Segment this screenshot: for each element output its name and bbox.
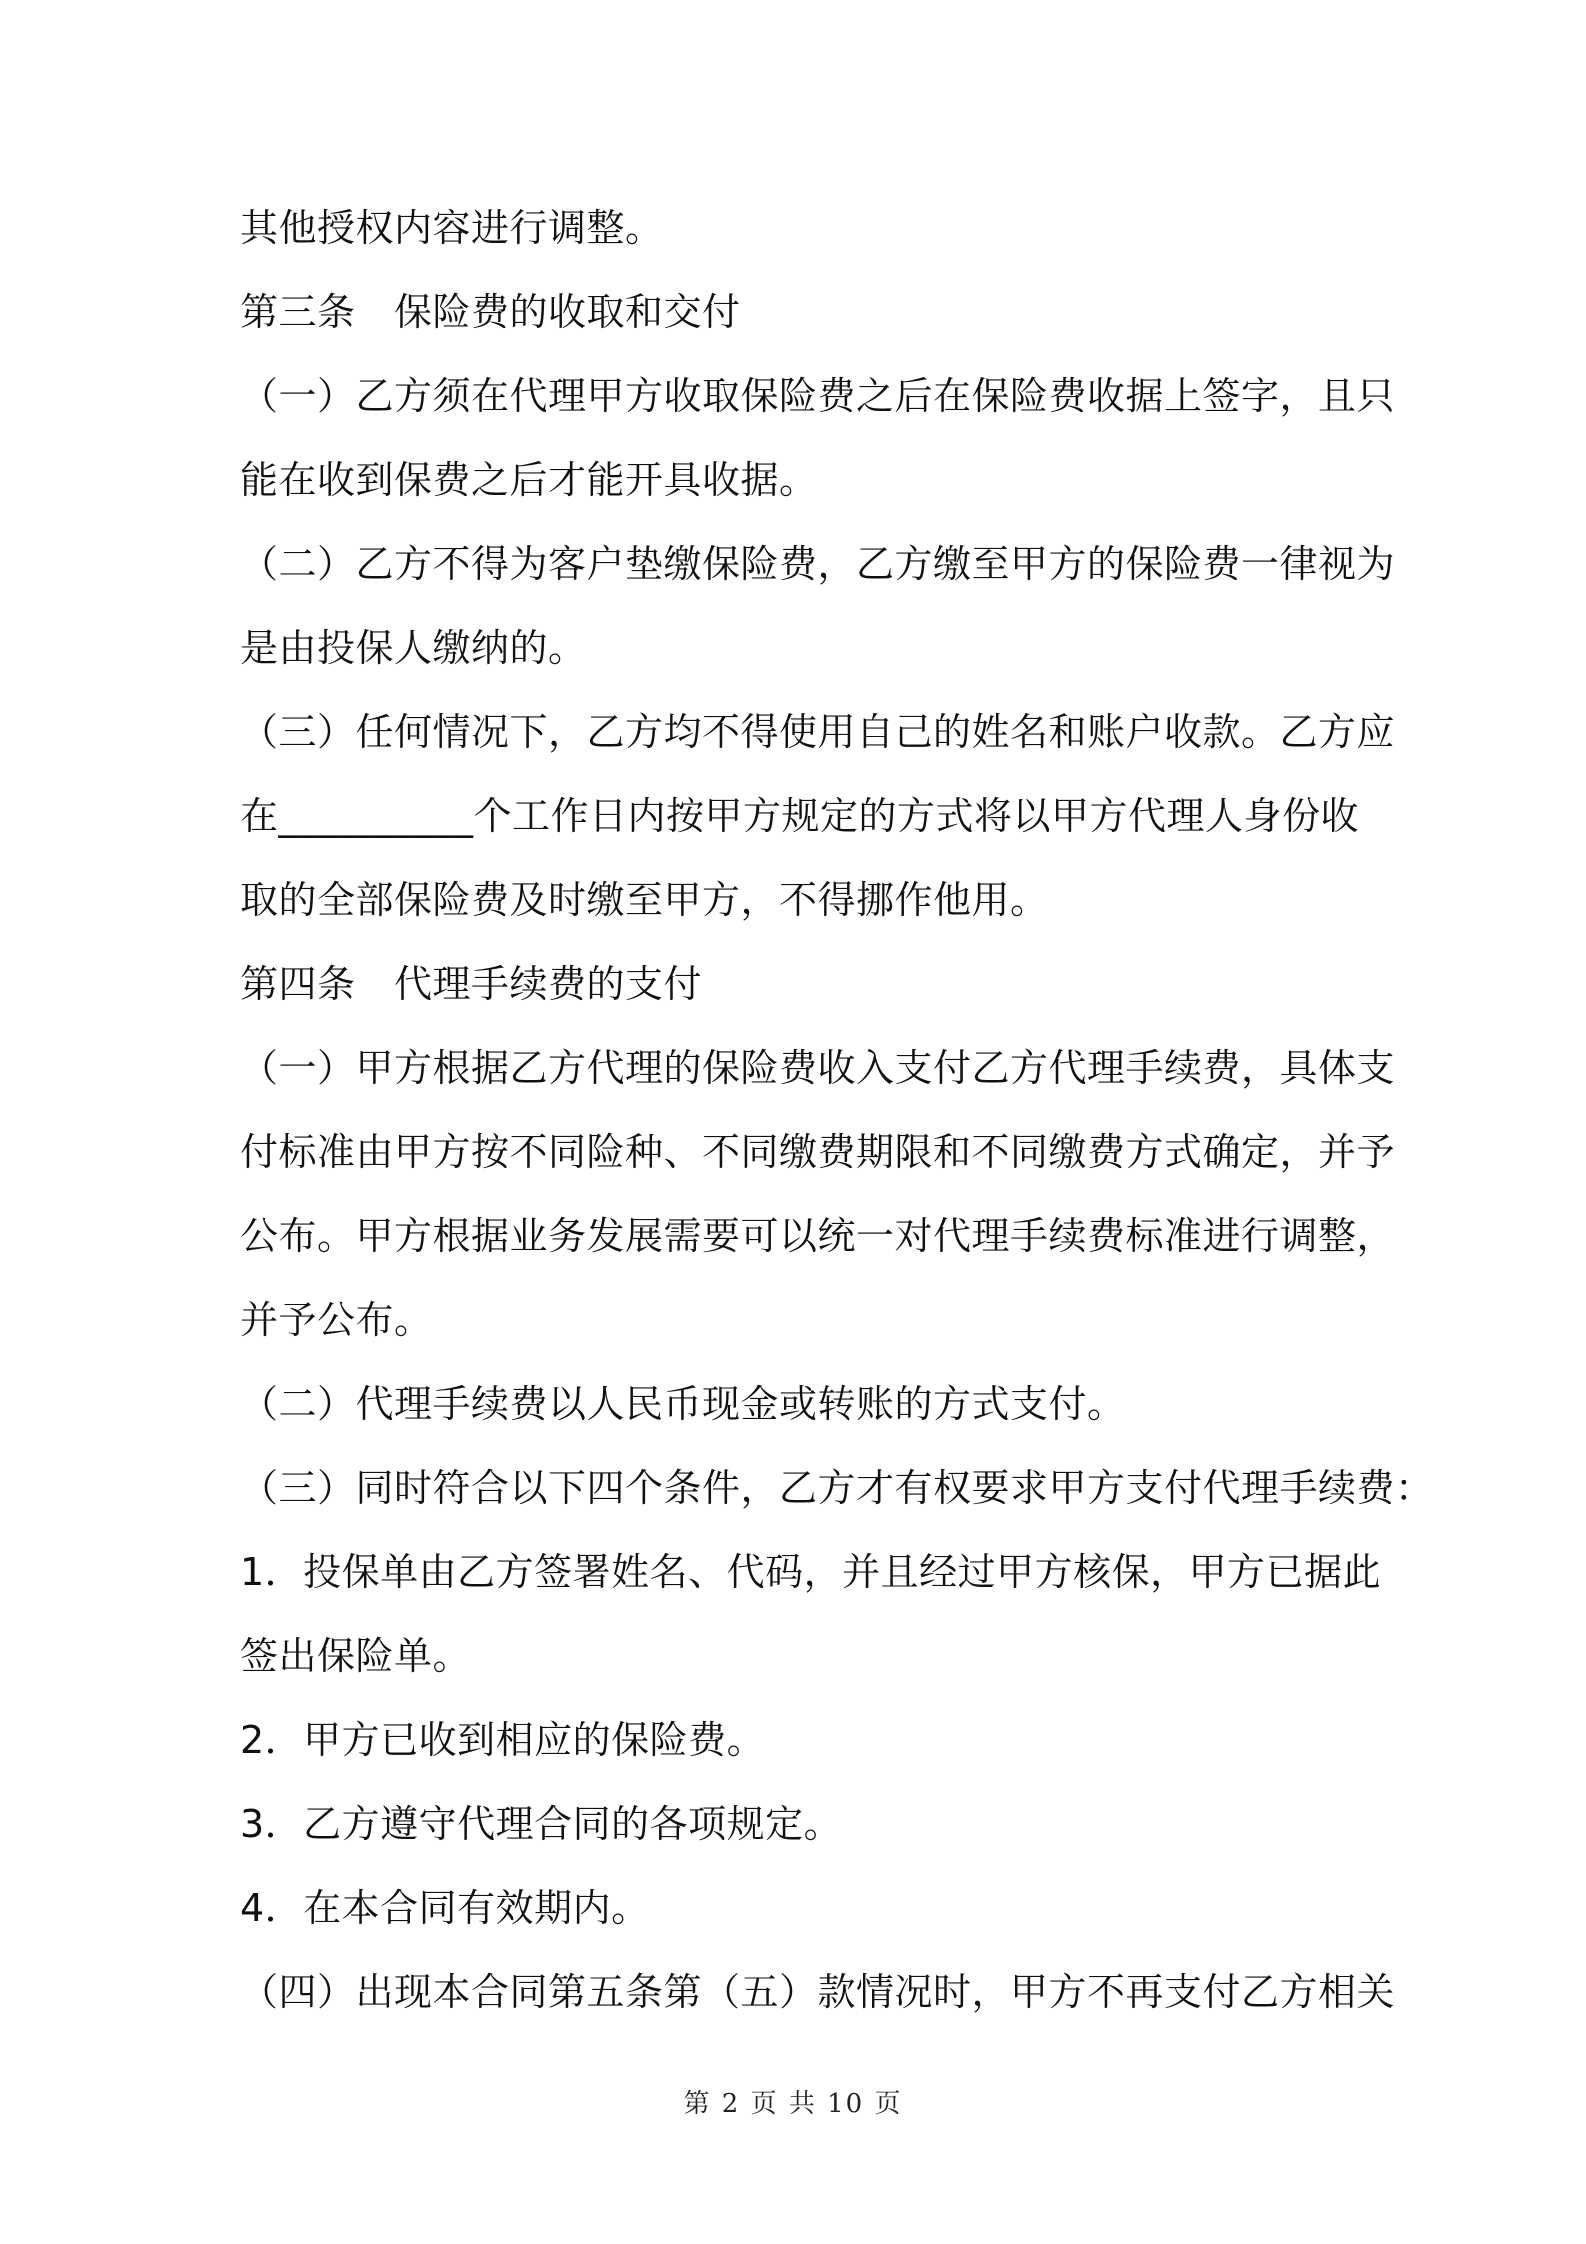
article-heading: 第三条 保险费的收取和交付 — [240, 290, 741, 334]
list-item: 4．在本合同有效期内。 — [240, 1886, 650, 1930]
text-line: 是由投保人缴纳的。 — [240, 626, 587, 670]
text-line: 付标准由甲方按不同险种、不同缴费期限和不同缴费方式确定，并予 — [240, 1130, 1396, 1174]
text-line: 能在收到保费之后才能开具收据。 — [240, 458, 818, 502]
text-line: （三）任何情况下，乙方均不得使用自己的姓名和账户收款。乙方应 — [240, 710, 1396, 754]
text-line: 其他授权内容进行调整。 — [240, 206, 664, 250]
page-number-footer: 第 2 页 共 10 页 — [683, 2089, 903, 2119]
article-heading: 第四条 代理手续费的支付 — [240, 962, 703, 1006]
list-item: 2．甲方已收到相应的保险费。 — [240, 1718, 766, 1762]
list-item: 3．乙方遵守代理合同的各项规定。 — [240, 1802, 843, 1846]
list-item: 1．投保单由乙方签署姓名、代码，并且经过甲方核保，甲方已据此 — [240, 1550, 1382, 1594]
text-line-with-blank: 在__________个工作日内按甲方规定的方式将以甲方代理人身份收 — [240, 794, 1360, 838]
text-line: （三）同时符合以下四个条件，乙方才有权要求甲方支付代理手续费： — [240, 1466, 1434, 1510]
text-line: （二）乙方不得为客户垫缴保险费，乙方缴至甲方的保险费一律视为 — [240, 542, 1396, 586]
text-line: （四）出现本合同第五条第（五）款情况时，甲方不再支付乙方相关 — [240, 1970, 1396, 2014]
text-line: （一）乙方须在代理甲方收取保险费之后在保险费收据上签字，且只 — [240, 374, 1396, 418]
text-line: 公布。甲方根据业务发展需要可以统一对代理手续费标准进行调整， — [240, 1214, 1396, 1258]
text-line: 签出保险单。 — [240, 1634, 472, 1678]
text-line: 取的全部保险费及时缴至甲方，不得挪作他用。 — [240, 878, 1049, 922]
text-line: （一）甲方根据乙方代理的保险费收入支付乙方代理手续费，具体支 — [240, 1046, 1396, 1090]
text-line: 并予公布。 — [240, 1298, 433, 1342]
text-line: （二）代理手续费以人民币现金或转账的方式支付。 — [240, 1382, 1126, 1426]
